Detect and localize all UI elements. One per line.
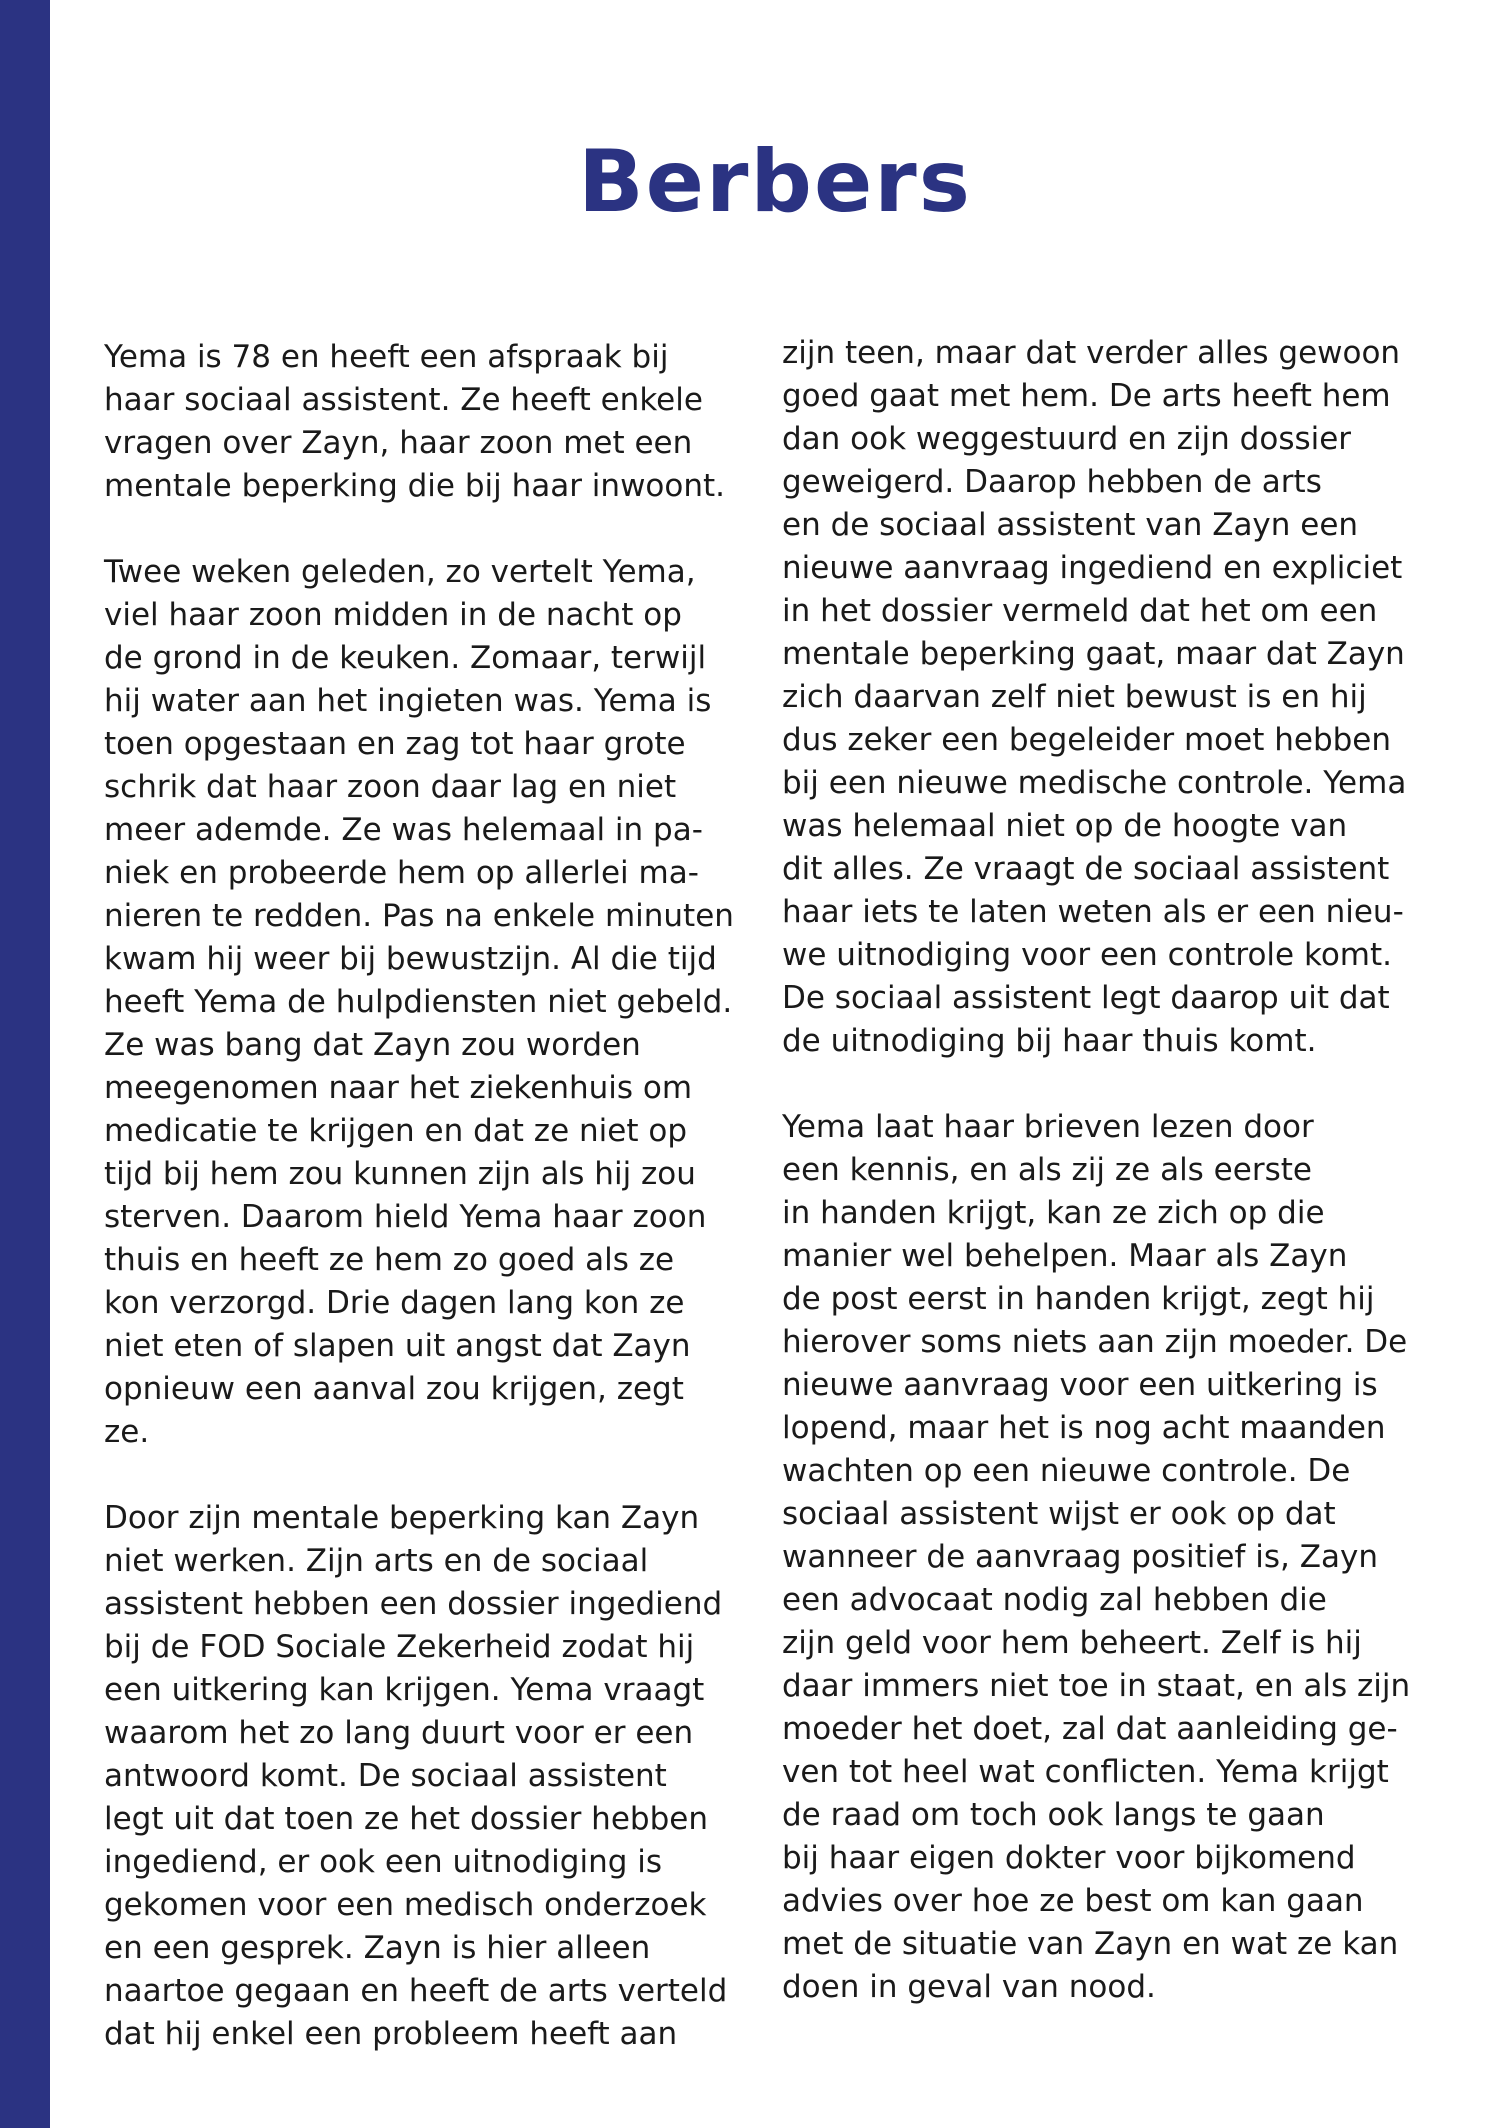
paragraph-dossier: Door zijn mentale beperking kan Zayn niet werken. Zijn arts en de sociaal assistent hebben een dossier ingediend bij de FOD Sociale Zekerheid zodat hij een uitkering kan krijgen. Yema vraagt waarom het zo lang duurt voor er een antwoord komt. De sociaal assistent legt uit dat toen ze het dossier hebben ingediend, er ook een uitnodiging is gekomen voor een medisch onderzoek en een gesprek. Zayn is hier alleen naartoe gegaan en heeft de arts verteld dat hij enkel een probleem heeft aan <box>104 1500 728 2052</box>
page-title: Berbers <box>578 132 972 232</box>
paragraph-incident: Twee weken geleden, zo vertelt Yema, viel haar zoon midden in de nacht op de grond in de keuken. Zomaar, terwijl hij water aan het ingieten was. Yema is toen opgestaan en zag tot haar grote schrik dat haar zoon daar lag en niet meer ademde. Ze was helemaal in pa- niek en probeerde hem op allerlei ma- nieren te redden. Pas na enkele minuten kwam hij weer bij bewustzijn. Al die tijd heeft Yema de hulpdiensten niet gebeld. Ze was bang dat Zayn zou worden meegenomen naar het ziekenhuis om medicatie te krijgen en dat ze niet op tijd bij hem zou kunnen zijn als hij zou sterven. Daarom hield Yema haar zoon thuis en heeft ze hem zo goed als ze kon verzorgd. Drie dagen lang kon ze niet eten of slapen uit angst dat Zayn opnieuw een aanval zou krijgen, zegt ze. <box>104 554 734 1450</box>
right-column <box>782 332 1422 2009</box>
paragraph-intro: Yema is 78 en heeft een afspraak bij haar sociaal assistent. Ze heeft enkele vragen over Zayn, haar zoon met een mentale beperking die bij haar inwoont. <box>104 339 726 504</box>
left-column <box>104 336 784 2056</box>
paragraph-dossier-continued: zijn teen, maar dat verder alles gewoon goed gaat met hem. De arts heeft hem dan ook weggestuurd en zijn dossier geweigerd. Daarop hebben de arts en de sociaal assistent van Zayn een nieuwe aanvraag ingediend en expliciet in het dossier vermeld dat het om een mentale beperking gaat, maar dat Zayn zich daarvan zelf niet bewust is en hij dus zeker een begeleider moet hebben bij een nieuwe medische controle. Yema was helemaal niet op de hoogte van dit alles. Ze vraagt de sociaal assistent haar iets te laten weten als er een nieu- we uitnodiging voor een controle komt. De sociaal assistent legt daarop uit dat de uitnodiging bij haar thuis komt. <box>782 335 1407 1059</box>
side-accent-bar <box>0 0 50 2128</box>
paragraph-letters: Yema laat haar brieven lezen door een kennis, en als zij ze als eerste in handen krijgt, kan ze zich op die manier wel behelpen. Maar als Zayn de post eerst in handen krijgt, zegt hij hierover soms niets aan zijn moeder. De nieuwe aanvraag voor een uitkering is lopend, maar het is nog acht maanden wachten op een nieuwe controle. De sociaal assistent wijst er ook op dat wanneer de aanvraag positief is, Zayn een advocaat nodig zal hebben die zijn geld voor hem beheert. Zelf is hij daar immers niet toe in staat, en als zijn moeder het doet, zal dat aanleiding ge- ven tot heel wat conflicten. Yema krijgt de raad om toch ook langs te gaan bij haar eigen dokter voor bijkomend advies over hoe ze best om kan gaan met de situatie van Zayn en wat ze kan doen in geval van nood. <box>782 1109 1411 2005</box>
